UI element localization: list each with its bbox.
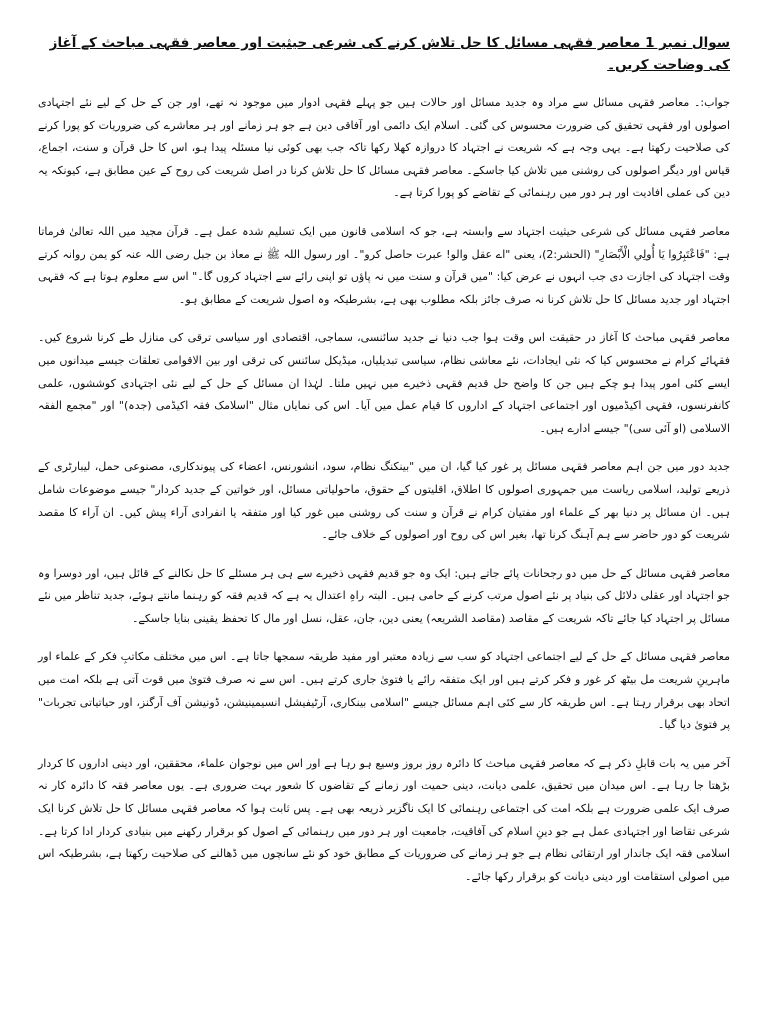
answer-paragraph-7: آخر میں یہ بات قابلِ ذکر ہے کہ معاصر فقہی مباحث کا دائرہ روز بروز وسیع ہو رہا ہے اور اس میں نوجوان علماء، محققین، اور دینی اداروں کا کردار بڑھتا جا رہا ہے۔ اس میدان میں تحقیق، علمی دیانت، دینی حمیت اور زمانے کے تقاضوں کا شعور بہت ضروری ہے۔ یوں معاصر فقہ کا دائرہ کار نہ صرف ایک علمی ضرورت ہے بلکہ امت کی اجتماعی رہنمائی کا ایک ناگزیر ذریعہ بھی ہے۔ پس ثابت ہوا کہ معاصر فقہی مسائل کا حل تلاش کرنا ایک شرعی تقاضا اور اجتہادی عمل ہے جو دینِ اسلام کی آفاقیت، جامعیت اور ہر دور میں رہنمائی کے اصول کو برقرار رکھنے میں بنیادی کردار ادا کرتا ہے۔ اسلامی فقہ ایک جاندار اور ارتقائی نظام ہے جو ہر زمانے کی ضروریات کے مطابق خود کو نئے سانچوں میں ڈھالنے کی صلاحیت رکھتا ہے، بشرطیکہ اس میں اصولی استقامت اور دینی دیانت کو برقرار رکھا جائے۔: [38, 756, 730, 883]
answer-paragraph-4: جدید دور میں جن اہم معاصر فقہی مسائل پر غور کیا گیا، ان میں "بینکنگ نظام، سود، انشورنس، اعضاء کی پیوندکاری، مصنوعی حمل، لیبارٹری کے ذریعے تولید، اسلامی ریاست میں جمہوری اصولوں کا اطلاق، اقلیتوں کے حقوق، ماحولیاتی مسائل، اور خواتین کے جدید کردار" جیسے موضوعات شامل ہیں۔ ان مسائل پر دنیا بھر کے علماء اور مفتیان کرام نے قرآن و سنت کی روشنی میں غور کیا اور متفقہ یا انفرادی آراء پیش کیں۔ ان آراء کا مقصد شریعت کو دور حاضر سے ہم آہنگ کرنا تھا، بغیر اس کی روح اور اصولوں کے خلاف جائے۔: [38, 460, 730, 542]
question-heading: سوال نمبر 1 معاصر فقہی مسائل کا حل تلاش کرنے کی شرعی حیثیت اور معاصر فقہی مباحث کے آغاز کی وضاحت کریں۔: [49, 35, 730, 73]
answer-paragraph-5: معاصر فقہی مسائل کے حل میں دو رجحانات پائے جاتے ہیں: ایک وہ جو قدیم فقہی ذخیرے سے ہی ہر مسئلے کا حل نکالنے کے قائل ہیں، اور دوسرا وہ جو اجتہاد اور عقلی دلائل کی بنیاد پر نئے اصول مرتب کرنے کے حامی ہیں۔ البتہ راہِ اعتدال یہ ہے کہ قدیم فقہ کو رہنما مانتے ہوئے، جدید تناظر میں نئے مسائل پر اجتہاد کیا جائے تاکہ شریعت کے مقاصد (مقاصد الشریعہ) یعنی دین، جان، عقل، نسل اور مال کا تحفظ یقینی بنایا جاسکے۔: [38, 566, 730, 625]
answer-paragraph-1: جواب:۔ معاصر فقہی مسائل سے مراد وہ جدید مسائل اور حالات ہیں جو پہلے فقہی ادوار میں موجود نہ تھے، اور جن کے حل کے لیے نئے اجتہادی اصولوں اور فقہی تحقیق کی ضرورت محسوس کی گئی۔ اسلام ایک دائمی اور آفاقی دین ہے جو ہر زمانے اور ہر معاشرے کی ضروریات کو پورا کرنے کی صلاحیت رکھتا ہے۔ یہی وجہ ہے کہ شریعت نے اجتہاد کا دروازہ کھلا رکھا تاکہ جب بھی کوئی نیا مسئلہ پیدا ہو، اس کا حل قرآن و سنت، اجماع، قیاس اور دیگر اصولوں کی روشنی میں تلاش کیا جاسکے۔ معاصر فقہی مسائل کا حل تلاش کرنا در اصل شریعت کی روح کے عین مطابق ہے، کیونکہ یہ دین کی عملی افادیت اور ہر دور میں رہنمائی کے تقاضے کو پورا کرتا ہے۔: [38, 96, 730, 200]
answer-paragraph-2: معاصر فقہی مسائل کی شرعی حیثیت اجتہاد سے وابستہ ہے، جو کہ اسلامی قانون میں ایک تسلیم شدہ عمل ہے۔ قرآن مجید میں اللہ تعالیٰ فرماتا ہے: "فَاعْتَبِرُوا يَا أُولِي الْأَبْصَارِ" (الحشر:2)، یعنی "اے عقل والو! عبرت حاصل کرو"۔ اور رسول اللہ ﷺ نے معاذ بن جبل رضی اللہ عنہ کو یمن روانہ کرتے وقت اجتہاد کی اجازت دی جب انہوں نے عرض کیا: "میں قرآن و سنت میں نہ پاؤں تو اپنی رائے سے اجتہاد کروں گا۔" اس سے معلوم ہوتا ہے کہ فقہی اجتہاد اور جدید مسائل کا حل تلاش کرنا نہ صرف جائز بلکہ مطلوب بھی ہے، بشرطیکہ وہ اصول شریعت کے مطابق ہو۔: [38, 224, 731, 306]
answer-paragraph-6: معاصر فقہی مسائل کے حل کے لیے اجتماعی اجتہاد کو سب سے زیادہ معتبر اور مفید طریقہ سمجھا جاتا ہے۔ اس میں مختلف مکاتبِ فکر کے علماء اور ماہرینِ شریعت مل بیٹھ کر غور و فکر کرتے ہیں اور ایک متفقہ رائے یا فتویٰ جاری کرتے ہیں۔ اس سے نہ صرف فتویٰ میں قوت آتی ہے بلکہ امت میں اتحاد بھی برقرار رہتا ہے۔ اس طریقہ کار سے کئی اہم مسائل جیسے "اسلامی بینکاری، آرٹیفیشل انسیمینیشن، ڈونیشن آف آرگنز، اور حیاتیاتی تجربات" پر فتویٰ دیا گیا۔: [38, 650, 730, 732]
answer-paragraph-3: معاصر فقہی مباحث کا آغاز در حقیقت اس وقت ہوا جب دنیا نے جدید سائنسی، سماجی، اقتصادی اور سیاسی ترقی کی منازل طے کرنا شروع کیں۔ فقہائے کرام نے محسوس کیا کہ نئی ایجادات، نئے معاشی نظام، سیاسی تبدیلیاں، میڈیکل سائنس کی ترقی اور بین الاقوامی تعلقات جیسے میدانوں میں ایسے کئی امور پیدا ہو چکے ہیں جن کا واضح حل قدیم فقہی ذخیرے میں نہیں ملتا۔ لہٰذا ان مسائل کے حل کے لیے نئی اجتہادی کوششوں، علمی کانفرنسوں، فقہی اکیڈمیوں اور اجتماعی اجتہاد کے اداروں کا قیام عمل میں آیا۔ اس کی نمایاں مثال "اسلامک فقہ اکیڈمی (جدہ)" اور "مجمع الفقہ الاسلامی (او آئی سی)" جیسے ادارے ہیں۔: [38, 331, 730, 435]
